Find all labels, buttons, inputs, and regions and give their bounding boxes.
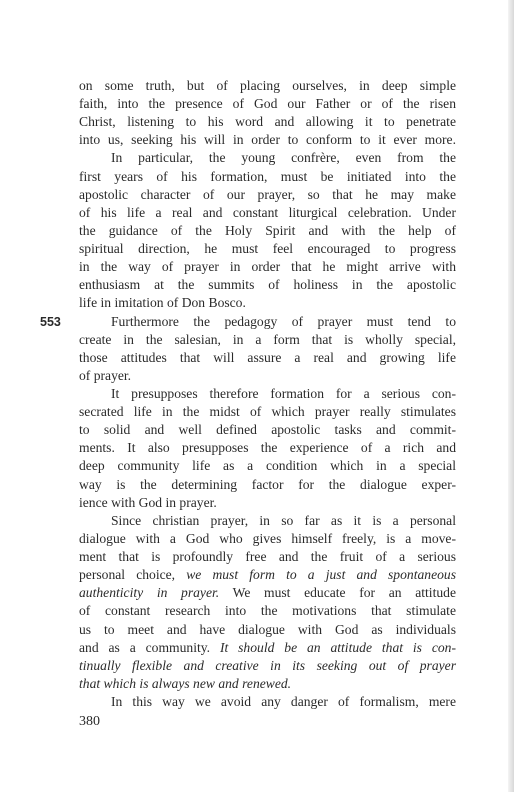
emphasis-text: tinually flexible and creative in its seeking out of prayer bbox=[79, 657, 456, 673]
text-line: way is the determining factor for the dialogue exper- bbox=[79, 476, 456, 492]
text-segment: and as a community. bbox=[79, 639, 211, 655]
emphasis-text: authenticity in prayer. bbox=[79, 585, 220, 601]
text-segment: personal choice, bbox=[79, 567, 176, 583]
text-line: secrated life in the midst of which prayer really stimulates bbox=[79, 404, 456, 420]
text-line bbox=[79, 674, 456, 694]
text-line: enthusiasm at the summits of holiness in the apostolic bbox=[79, 277, 456, 293]
section-number: 553 bbox=[40, 314, 61, 329]
text-line: in the way of prayer in order that he might arrive with bbox=[79, 259, 456, 275]
text-line: In particular, the young confrère, even from the bbox=[111, 150, 456, 166]
text-line: first years of his formation, must be initiated into the bbox=[79, 168, 456, 184]
text-line bbox=[79, 656, 456, 676]
text-line: to solid and well defined apostolic tasks and commit- bbox=[79, 422, 456, 438]
text-line: life in imitation of Don Bosco. bbox=[79, 295, 246, 311]
page-number: 380 bbox=[79, 714, 100, 729]
emphasis-text: that which is always new and renewed. bbox=[79, 675, 292, 691]
page-edge-shadow bbox=[508, 0, 514, 792]
text-line: Since christian prayer, in so far as it is a personal bbox=[111, 512, 456, 528]
text-line: deep community life as a condition which in a special bbox=[79, 458, 456, 474]
text-line: spiritual direction, he must feel encouraged to progress bbox=[79, 241, 456, 257]
text-line: on some truth, but of placing ourselves, in deep simple bbox=[79, 78, 456, 93]
text-line: faith, into the presence of God our Father or of the risen bbox=[79, 96, 456, 112]
text-line: of prayer. bbox=[79, 367, 132, 383]
text-line bbox=[79, 565, 456, 585]
text-line: ience with God in prayer. bbox=[79, 494, 217, 510]
text-line: apostolic character of our prayer, so that he may make bbox=[79, 186, 456, 202]
text-line: into us, seeking his will in order to conform to it ever more. bbox=[79, 132, 456, 148]
emphasis-text: It should be an attitude that is con- bbox=[219, 639, 456, 655]
text-line: Christ, listening to his word and allowing it to penetrate bbox=[79, 114, 456, 130]
text-line: In this way we avoid any danger of formalism, mere bbox=[111, 694, 456, 709]
text-line: the guidance of the Holy Spirit and with the help of bbox=[79, 222, 456, 238]
emphasis-text: we must form to a just and spontaneous bbox=[186, 567, 456, 583]
text-line: dialogue with a God who gives himself freely, is a move- bbox=[79, 530, 456, 546]
text-line: Furthermore the pedagogy of prayer must tend to bbox=[111, 313, 456, 329]
text-line: ment that is profoundly free and the fruit of a serious bbox=[79, 549, 456, 565]
text-line: ments. It also presupposes the experience of a rich and bbox=[79, 440, 456, 456]
text-line: us to meet and have dialogue with God as individuals bbox=[79, 621, 456, 637]
text-line: create in the salesian, in a form that is wholly special, bbox=[79, 331, 456, 347]
text-line: of his life a real and constant liturgical celebration. Under bbox=[79, 204, 456, 220]
text-line: of constant research into the motivations that stimulate bbox=[79, 603, 456, 619]
text-line bbox=[79, 638, 456, 658]
text-line: It presupposes therefore formation for a serious con- bbox=[111, 386, 456, 401]
text-segment: We must educate for an attitude bbox=[232, 585, 456, 601]
text-line bbox=[79, 583, 456, 603]
text-line: those attitudes that will assure a real and growing life bbox=[79, 349, 456, 365]
